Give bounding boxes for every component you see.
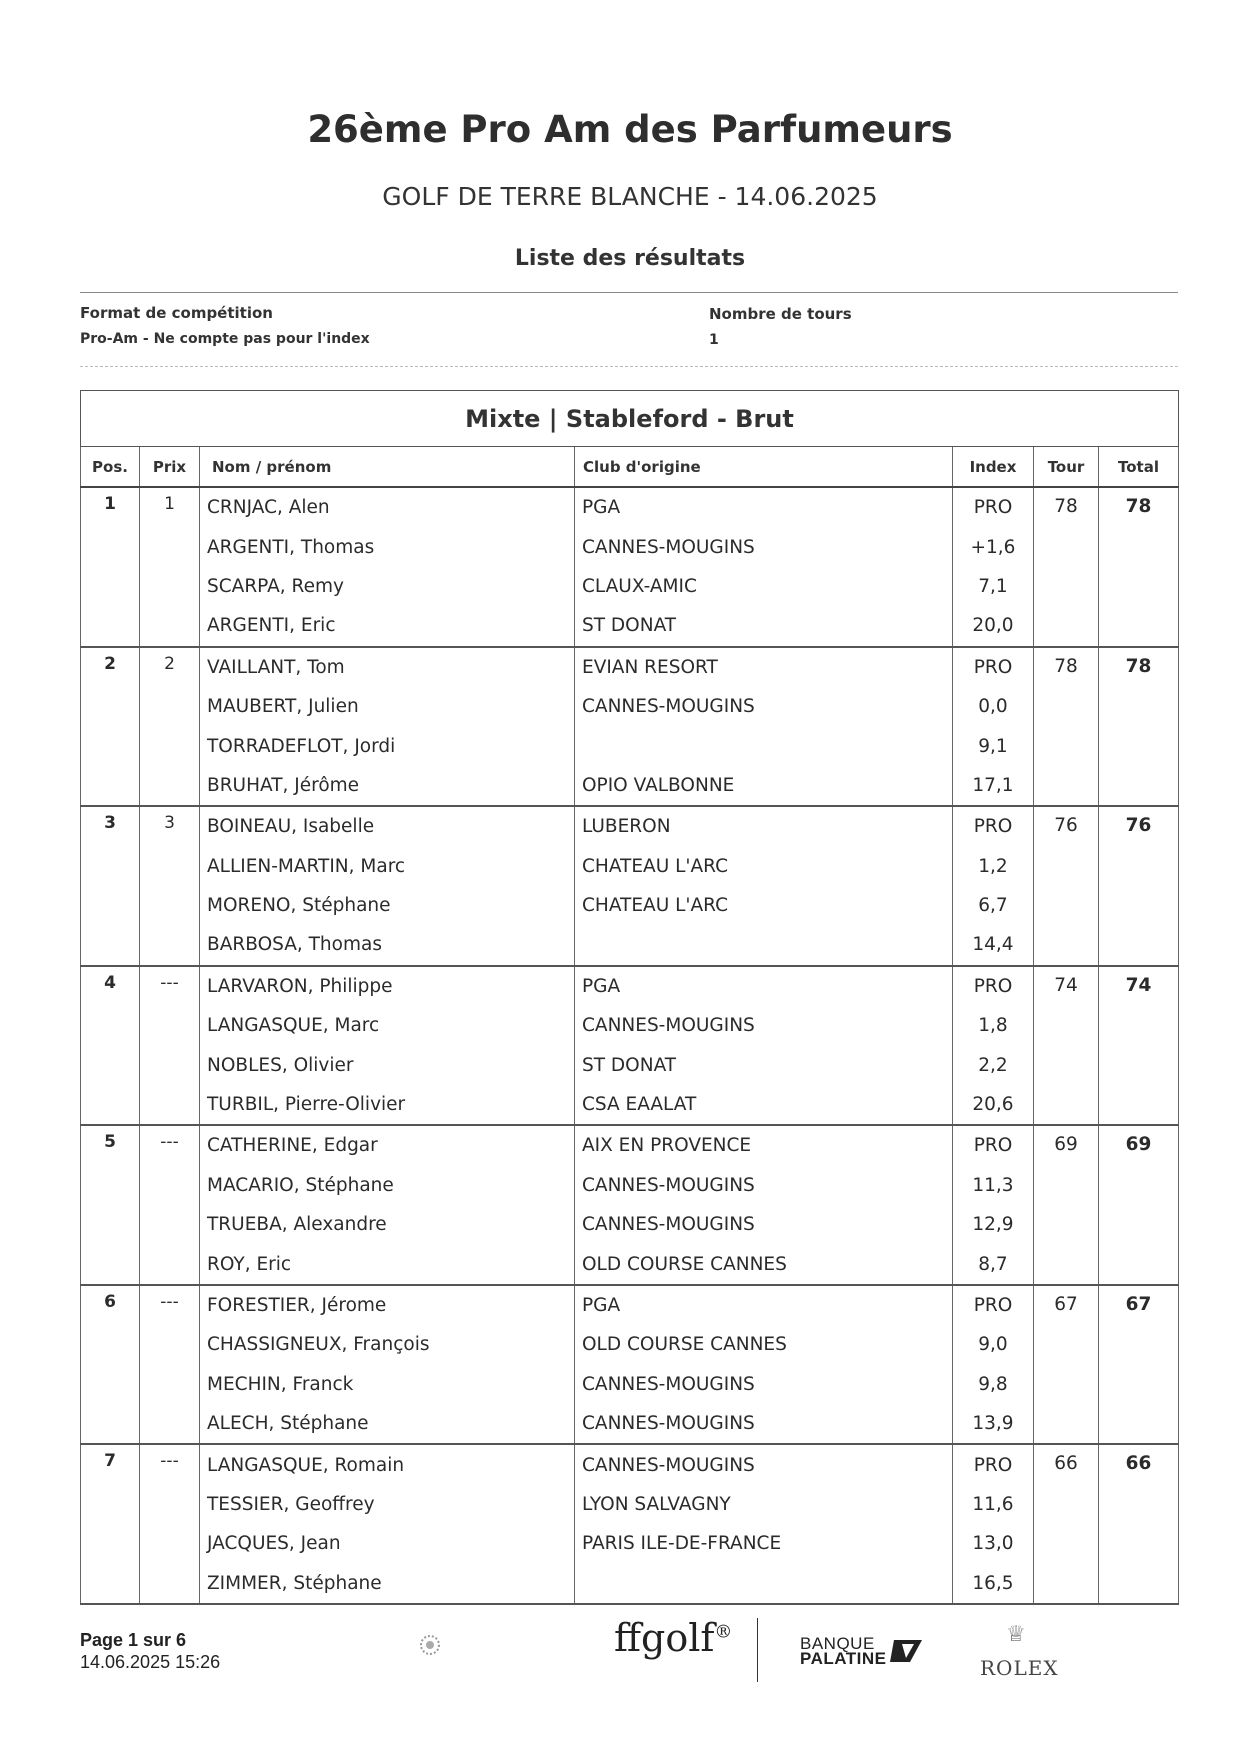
- player-name: ARGENTI, Thomas: [200, 527, 575, 566]
- table-row: [81, 766, 1179, 806]
- ffgolf-logo: ffgolf®: [614, 1616, 733, 1660]
- player-club: OLD COURSE CANNES: [575, 1244, 953, 1284]
- player-name: BOINEAU, Isabelle: [200, 806, 575, 846]
- table-row: [81, 1444, 1179, 1484]
- team-position: 3: [81, 806, 140, 966]
- player-club: [575, 1564, 953, 1604]
- team-round-score: 78: [1034, 487, 1099, 647]
- team-position: 1: [81, 487, 140, 647]
- player-name: TESSIER, Geoffrey: [200, 1485, 575, 1524]
- table-row: [81, 1166, 1179, 1205]
- table-row: [81, 527, 1179, 566]
- category-title: Mixte | Stableford - Brut: [81, 391, 1179, 447]
- team-position: 5: [81, 1125, 140, 1285]
- table-row: [81, 886, 1179, 925]
- player-index: 6,7: [953, 886, 1034, 925]
- player-name: LANGASQUE, Romain: [200, 1444, 575, 1484]
- document-type: Liste des résultats: [514, 246, 746, 271]
- team-group: [81, 966, 1179, 1126]
- table-row: [81, 1564, 1179, 1604]
- team-total-score: 74: [1099, 966, 1179, 1126]
- table-row: [81, 1524, 1179, 1563]
- table-row: [81, 1244, 1179, 1284]
- col-club: Club d'origine: [575, 447, 953, 488]
- player-club: CSA EAALAT: [575, 1085, 953, 1125]
- table-row: [81, 1006, 1179, 1045]
- team-prize: 1: [140, 487, 200, 647]
- team-round-score: 69: [1034, 1125, 1099, 1285]
- player-club: CANNES-MOUGINS: [575, 527, 953, 566]
- page-number: Page 1 sur 6: [80, 1630, 187, 1650]
- player-name: CHASSIGNEUX, François: [200, 1325, 575, 1364]
- table-row: [81, 966, 1179, 1006]
- player-index: +1,6: [953, 527, 1034, 566]
- player-index: PRO: [953, 487, 1034, 527]
- team-position: 4: [81, 966, 140, 1126]
- terre-blanche-seal-icon: [410, 1625, 450, 1661]
- player-name: VAILLANT, Tom: [200, 647, 575, 687]
- player-name: CRNJAC, Alen: [200, 487, 575, 527]
- team-total-score: 78: [1099, 647, 1179, 807]
- player-index: 1,2: [953, 847, 1034, 886]
- table-row: [81, 606, 1179, 646]
- table-row: [81, 1205, 1179, 1244]
- col-round: Tour: [1034, 447, 1099, 488]
- col-index: Index: [953, 447, 1034, 488]
- player-index: 13,9: [953, 1404, 1034, 1444]
- team-round-score: 67: [1034, 1285, 1099, 1445]
- player-club: CANNES-MOUGINS: [575, 687, 953, 726]
- table-row: [81, 1085, 1179, 1125]
- team-prize: 2: [140, 647, 200, 807]
- rolex-crown-icon: ♕: [1006, 1622, 1026, 1647]
- player-club: EVIAN RESORT: [575, 647, 953, 687]
- team-group: [81, 487, 1179, 647]
- table-row: [81, 726, 1179, 765]
- player-name: TRUEBA, Alexandre: [200, 1205, 575, 1244]
- player-club: CANNES-MOUGINS: [575, 1365, 953, 1404]
- player-name: NOBLES, Olivier: [200, 1045, 575, 1084]
- results-table: [80, 390, 1179, 1605]
- player-club: [575, 726, 953, 765]
- table-row: [81, 847, 1179, 886]
- team-total-score: 66: [1099, 1444, 1179, 1604]
- team-round-score: 66: [1034, 1444, 1099, 1604]
- team-prize: ---: [140, 1125, 200, 1285]
- format-value: Pro-Am - Ne compte pas pour l'index: [80, 331, 370, 347]
- format-label: Format de compétition: [80, 304, 273, 322]
- player-index: 12,9: [953, 1205, 1034, 1244]
- document-title: 26ème Pro Am des Parfumeurs: [307, 108, 953, 151]
- player-name: SCARPA, Remy: [200, 567, 575, 606]
- team-position: 7: [81, 1444, 140, 1604]
- team-prize: ---: [140, 1285, 200, 1445]
- player-index: PRO: [953, 806, 1034, 846]
- team-position: 6: [81, 1285, 140, 1445]
- player-club: OPIO VALBONNE: [575, 766, 953, 806]
- table-row: [81, 487, 1179, 527]
- team-total-score: 69: [1099, 1125, 1179, 1285]
- player-index: 9,0: [953, 1325, 1034, 1364]
- player-index: 0,0: [953, 687, 1034, 726]
- player-name: MACARIO, Stéphane: [200, 1166, 575, 1205]
- player-name: BARBOSA, Thomas: [200, 925, 575, 965]
- logo-divider: [757, 1618, 758, 1682]
- player-index: 17,1: [953, 766, 1034, 806]
- player-name: TORRADEFLOT, Jordi: [200, 726, 575, 765]
- player-index: PRO: [953, 1285, 1034, 1325]
- team-position: 2: [81, 647, 140, 807]
- player-club: PGA: [575, 487, 953, 527]
- header-rule: [80, 292, 1178, 293]
- player-club: CHATEAU L'ARC: [575, 886, 953, 925]
- team-group: [81, 1285, 1179, 1445]
- player-name: ZIMMER, Stéphane: [200, 1564, 575, 1604]
- team-round-score: 76: [1034, 806, 1099, 966]
- table-row: [81, 1285, 1179, 1325]
- player-index: 14,4: [953, 925, 1034, 965]
- table-row: [81, 1325, 1179, 1364]
- team-group: [81, 1125, 1179, 1285]
- player-name: ALECH, Stéphane: [200, 1404, 575, 1444]
- table-row: [81, 1365, 1179, 1404]
- player-club: PARIS ILE-DE-FRANCE: [575, 1524, 953, 1563]
- player-club: [575, 925, 953, 965]
- player-name: BRUHAT, Jérôme: [200, 766, 575, 806]
- player-name: ROY, Eric: [200, 1244, 575, 1284]
- player-club: CANNES-MOUGINS: [575, 1006, 953, 1045]
- player-index: 16,5: [953, 1564, 1034, 1604]
- team-prize: ---: [140, 966, 200, 1126]
- player-club: CLAUX-AMIC: [575, 567, 953, 606]
- table-row: [81, 806, 1179, 846]
- player-name: MAUBERT, Julien: [200, 687, 575, 726]
- col-pos: Pos.: [81, 447, 140, 488]
- palatine-sail-icon: [888, 1636, 924, 1666]
- player-club: PGA: [575, 966, 953, 1006]
- player-club: CANNES-MOUGINS: [575, 1444, 953, 1484]
- table-header: [81, 447, 1179, 488]
- team-total-score: 67: [1099, 1285, 1179, 1445]
- player-name: TURBIL, Pierre-Olivier: [200, 1085, 575, 1125]
- player-name: ALLIEN-MARTIN, Marc: [200, 847, 575, 886]
- rounds-label: Nombre de tours: [709, 305, 852, 323]
- rolex-logo: ROLEX: [980, 1656, 1059, 1680]
- player-index: 11,3: [953, 1166, 1034, 1205]
- meta-rule: [80, 366, 1178, 367]
- player-index: 2,2: [953, 1045, 1034, 1084]
- player-index: PRO: [953, 966, 1034, 1006]
- player-index: PRO: [953, 1444, 1034, 1484]
- table-row: [81, 1485, 1179, 1524]
- player-index: 11,6: [953, 1485, 1034, 1524]
- col-total: Total: [1099, 447, 1179, 488]
- team-round-score: 74: [1034, 966, 1099, 1126]
- player-club: LYON SALVAGNY: [575, 1485, 953, 1524]
- rounds-value: 1: [709, 332, 719, 348]
- team-prize: 3: [140, 806, 200, 966]
- player-name: FORESTIER, Jérome: [200, 1285, 575, 1325]
- player-name: LANGASQUE, Marc: [200, 1006, 575, 1045]
- player-club: PGA: [575, 1285, 953, 1325]
- team-round-score: 78: [1034, 647, 1099, 807]
- team-total-score: 76: [1099, 806, 1179, 966]
- player-club: CANNES-MOUGINS: [575, 1166, 953, 1205]
- player-club: AIX EN PROVENCE: [575, 1125, 953, 1165]
- table-row: [81, 567, 1179, 606]
- player-index: 8,7: [953, 1244, 1034, 1284]
- player-name: ARGENTI, Eric: [200, 606, 575, 646]
- team-group: [81, 1444, 1179, 1604]
- col-name: Nom / prénom: [200, 447, 575, 488]
- player-index: 9,1: [953, 726, 1034, 765]
- player-name: CATHERINE, Edgar: [200, 1125, 575, 1165]
- table-row: [81, 647, 1179, 687]
- team-group: [81, 647, 1179, 807]
- print-timestamp: 14.06.2025 15:26: [80, 1652, 221, 1672]
- player-index: PRO: [953, 1125, 1034, 1165]
- document-subtitle: GOLF DE TERRE BLANCHE - 14.06.2025: [382, 182, 878, 211]
- player-club: ST DONAT: [575, 1045, 953, 1084]
- player-club: CHATEAU L'ARC: [575, 847, 953, 886]
- player-index: 1,8: [953, 1006, 1034, 1045]
- table-row: [81, 687, 1179, 726]
- col-prize: Prix: [140, 447, 200, 488]
- table-row: [81, 1125, 1179, 1165]
- player-name: MORENO, Stéphane: [200, 886, 575, 925]
- player-name: LARVARON, Philippe: [200, 966, 575, 1006]
- player-club: CANNES-MOUGINS: [575, 1404, 953, 1444]
- team-total-score: 78: [1099, 487, 1179, 647]
- table-row: [81, 1045, 1179, 1084]
- player-club: OLD COURSE CANNES: [575, 1325, 953, 1364]
- table-row: [81, 925, 1179, 965]
- player-club: LUBERON: [575, 806, 953, 846]
- player-club: ST DONAT: [575, 606, 953, 646]
- player-index: PRO: [953, 647, 1034, 687]
- player-name: JACQUES, Jean: [200, 1524, 575, 1563]
- player-name: MECHIN, Franck: [200, 1365, 575, 1404]
- player-index: 9,8: [953, 1365, 1034, 1404]
- player-index: 20,6: [953, 1085, 1034, 1125]
- table-row: [81, 1404, 1179, 1444]
- team-group: [81, 806, 1179, 966]
- player-index: 20,0: [953, 606, 1034, 646]
- player-index: 7,1: [953, 567, 1034, 606]
- player-index: 13,0: [953, 1524, 1034, 1563]
- banque-palatine-logo: BANQUE PALATINE: [800, 1634, 887, 1668]
- team-prize: ---: [140, 1444, 200, 1604]
- player-club: CANNES-MOUGINS: [575, 1205, 953, 1244]
